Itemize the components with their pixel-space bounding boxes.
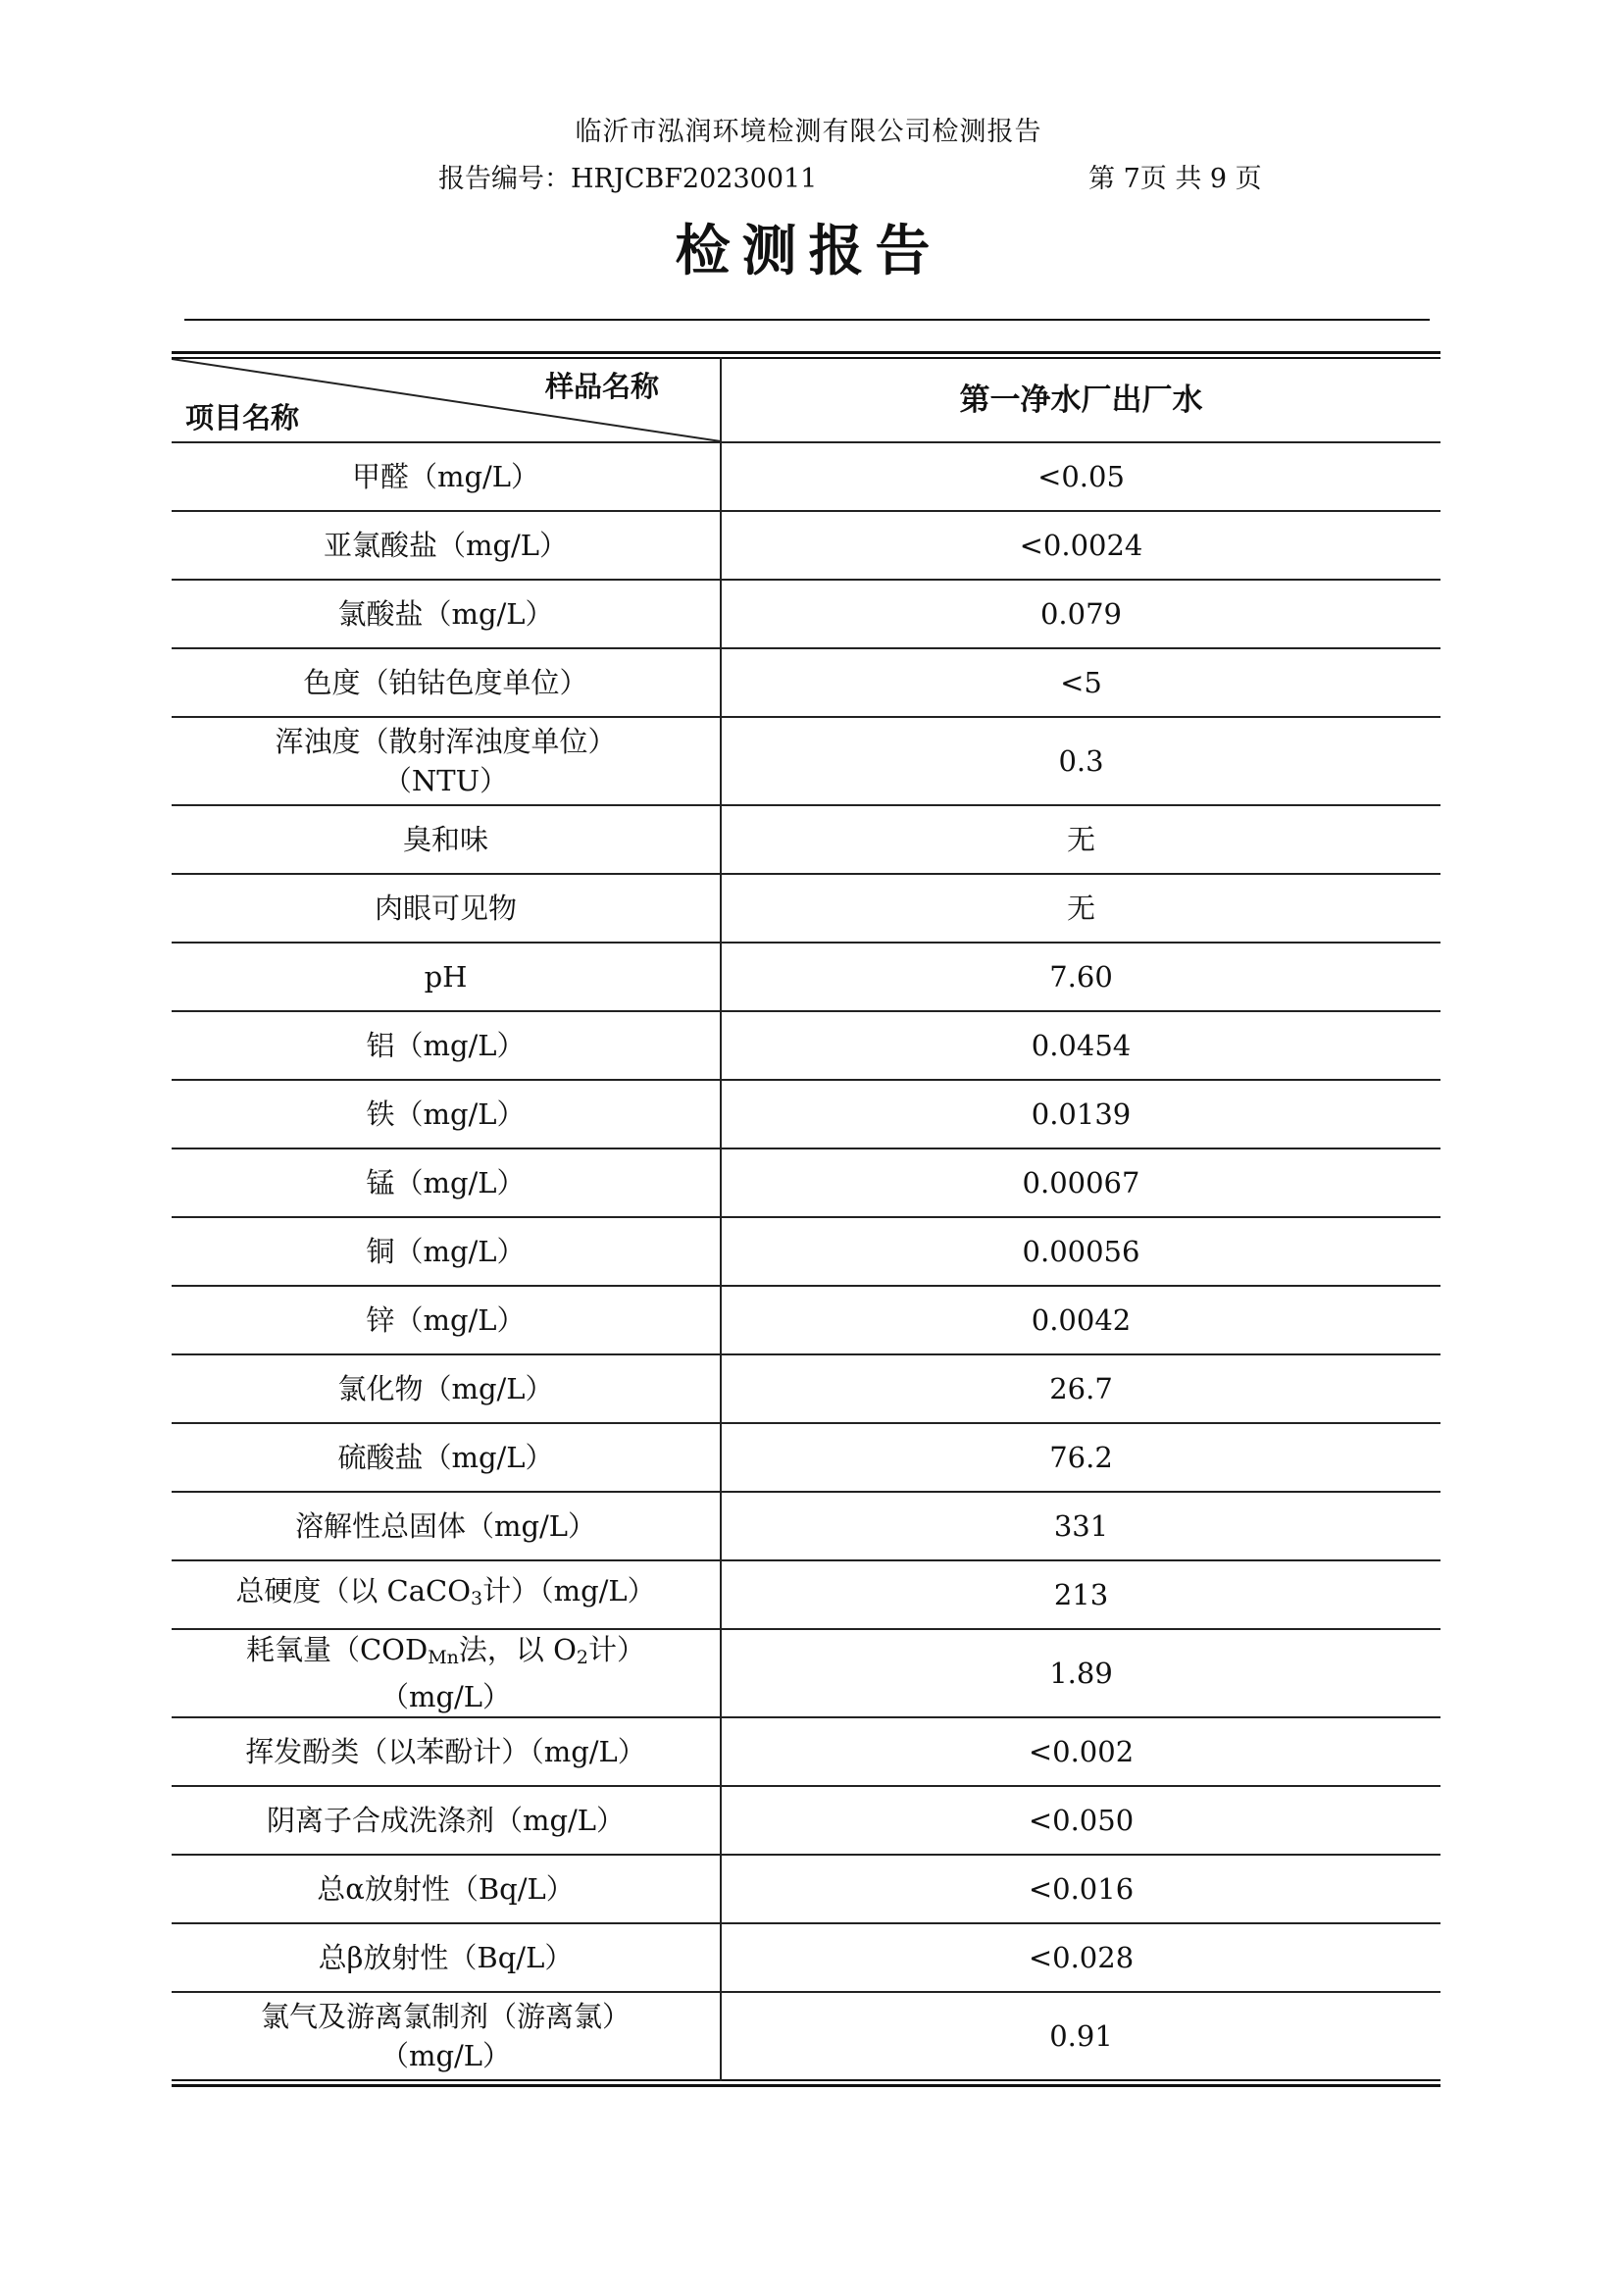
item-cell: 氯化物（mg/L） [172, 1354, 721, 1423]
table-row [172, 1423, 1440, 1492]
item-cell: pH [172, 943, 721, 1011]
value-cell: 无 [721, 805, 1440, 874]
item-cell: 阴离子合成洗涤剂（mg/L） [172, 1786, 721, 1855]
document-title: 检测报告 [675, 220, 942, 283]
item-cell: 肉眼可见物 [172, 874, 721, 943]
item-line: 氯气及游离氯制剂（游离氯） [260, 2000, 631, 2033]
value-cell: 213 [721, 1560, 1440, 1629]
item-cell [172, 1992, 721, 2080]
item-cell: 铝（mg/L） [172, 1011, 721, 1080]
table-row [172, 1354, 1440, 1423]
item-line [179, 1630, 712, 1677]
item-cell: 溶解性总固体（mg/L） [172, 1492, 721, 1560]
table-row [172, 805, 1440, 874]
item-cell: 铁（mg/L） [172, 1080, 721, 1148]
table-row [172, 1560, 1440, 1629]
item-name-label: 项目名称 [185, 401, 300, 434]
table-row [172, 1923, 1440, 1992]
table-row [172, 1992, 1440, 2080]
value-cell: <0.028 [721, 1923, 1440, 1992]
item-cell: 挥发酚类（以苯酚计）（mg/L） [172, 1717, 721, 1786]
item-cell [172, 717, 721, 805]
table-row [172, 442, 1440, 511]
report-number: 报告编号：HRJCBF20230011 [438, 164, 818, 194]
value-cell: 331 [721, 1492, 1440, 1560]
table-row [172, 1286, 1440, 1354]
item-cell: 臭和味 [172, 805, 721, 874]
page-number: 第 7页 共 9 页 [1088, 164, 1262, 194]
value-cell: 0.91 [721, 1992, 1440, 2080]
value-cell: <5 [721, 648, 1440, 717]
item-cell: 总α放射性（Bq/L） [172, 1855, 721, 1923]
item-cell [172, 1560, 721, 1629]
table-row [172, 943, 1440, 1011]
item-line: （NTU） [382, 764, 509, 797]
table-row [172, 1786, 1440, 1855]
subscript: Mn [428, 1647, 459, 1668]
table-row [172, 648, 1440, 717]
item-cell [172, 1629, 721, 1717]
value-cell: 0.3 [721, 717, 1440, 805]
table-row [172, 511, 1440, 580]
table-row [172, 1629, 1440, 1717]
item-text: 法，以 O [458, 1633, 577, 1666]
diagonal-header-cell [172, 358, 721, 442]
value-cell: 0.079 [721, 580, 1440, 648]
item-text: 耗氧量（COD [245, 1633, 429, 1666]
item-cell: 锰（mg/L） [172, 1148, 721, 1217]
item-text: 计） [588, 1633, 646, 1666]
item-cell: 氯酸盐（mg/L） [172, 580, 721, 648]
table-row [172, 1080, 1440, 1148]
item-cell: 甲醛（mg/L） [172, 442, 721, 511]
subscript: 3 [470, 1588, 483, 1609]
table-row [172, 1717, 1440, 1786]
item-cell: 总β放射性（Bq/L） [172, 1923, 721, 1992]
table-row [172, 1148, 1440, 1217]
value-cell: 0.0454 [721, 1011, 1440, 1080]
value-cell: <0.016 [721, 1855, 1440, 1923]
sample-name-cell [721, 358, 1440, 442]
item-text: 计）（mg/L） [482, 1574, 656, 1607]
value-cell: 7.60 [721, 943, 1440, 1011]
item-cell: 亚氯酸盐（mg/L） [172, 511, 721, 580]
sample-name: 第一净水厂出厂水 [959, 383, 1203, 418]
value-cell: <0.0024 [721, 511, 1440, 580]
value-cell: 0.00056 [721, 1217, 1440, 1286]
item-cell: 色度（铂钴色度单位） [172, 648, 721, 717]
table-row [172, 1492, 1440, 1560]
item-text: 总硬度（以 CaCO [235, 1574, 471, 1607]
item-cell: 锌（mg/L） [172, 1286, 721, 1354]
value-cell: 76.2 [721, 1423, 1440, 1492]
value-cell: 0.00067 [721, 1148, 1440, 1217]
table-row [172, 1217, 1440, 1286]
subscript: 2 [576, 1647, 588, 1668]
table-header-row [172, 358, 1440, 442]
table-row [172, 1011, 1440, 1080]
table-row [172, 1855, 1440, 1923]
header-rule [184, 319, 1430, 321]
value-cell: <0.05 [721, 442, 1440, 511]
item-line: 浑浊度（散射浑浊度单位） [275, 725, 617, 758]
sample-name-label: 样品名称 [544, 370, 659, 403]
item-cell: 硫酸盐（mg/L） [172, 1423, 721, 1492]
table-row [172, 717, 1440, 805]
value-cell: 26.7 [721, 1354, 1440, 1423]
value-cell: 0.0139 [721, 1080, 1440, 1148]
value-cell: <0.002 [721, 1717, 1440, 1786]
value-cell: 无 [721, 874, 1440, 943]
item-line: （mg/L） [379, 1680, 512, 1713]
value-cell: 0.0042 [721, 1286, 1440, 1354]
results-table-frame [172, 351, 1440, 2087]
value-cell: 1.89 [721, 1629, 1440, 1717]
table-row [172, 580, 1440, 648]
company-report-heading: 临沂市泓润环境检测有限公司检测报告 [575, 117, 1042, 147]
item-cell: 铜（mg/L） [172, 1217, 721, 1286]
table-row [172, 874, 1440, 943]
results-table [172, 357, 1440, 2081]
value-cell: <0.050 [721, 1786, 1440, 1855]
item-line: （mg/L） [379, 2039, 512, 2072]
